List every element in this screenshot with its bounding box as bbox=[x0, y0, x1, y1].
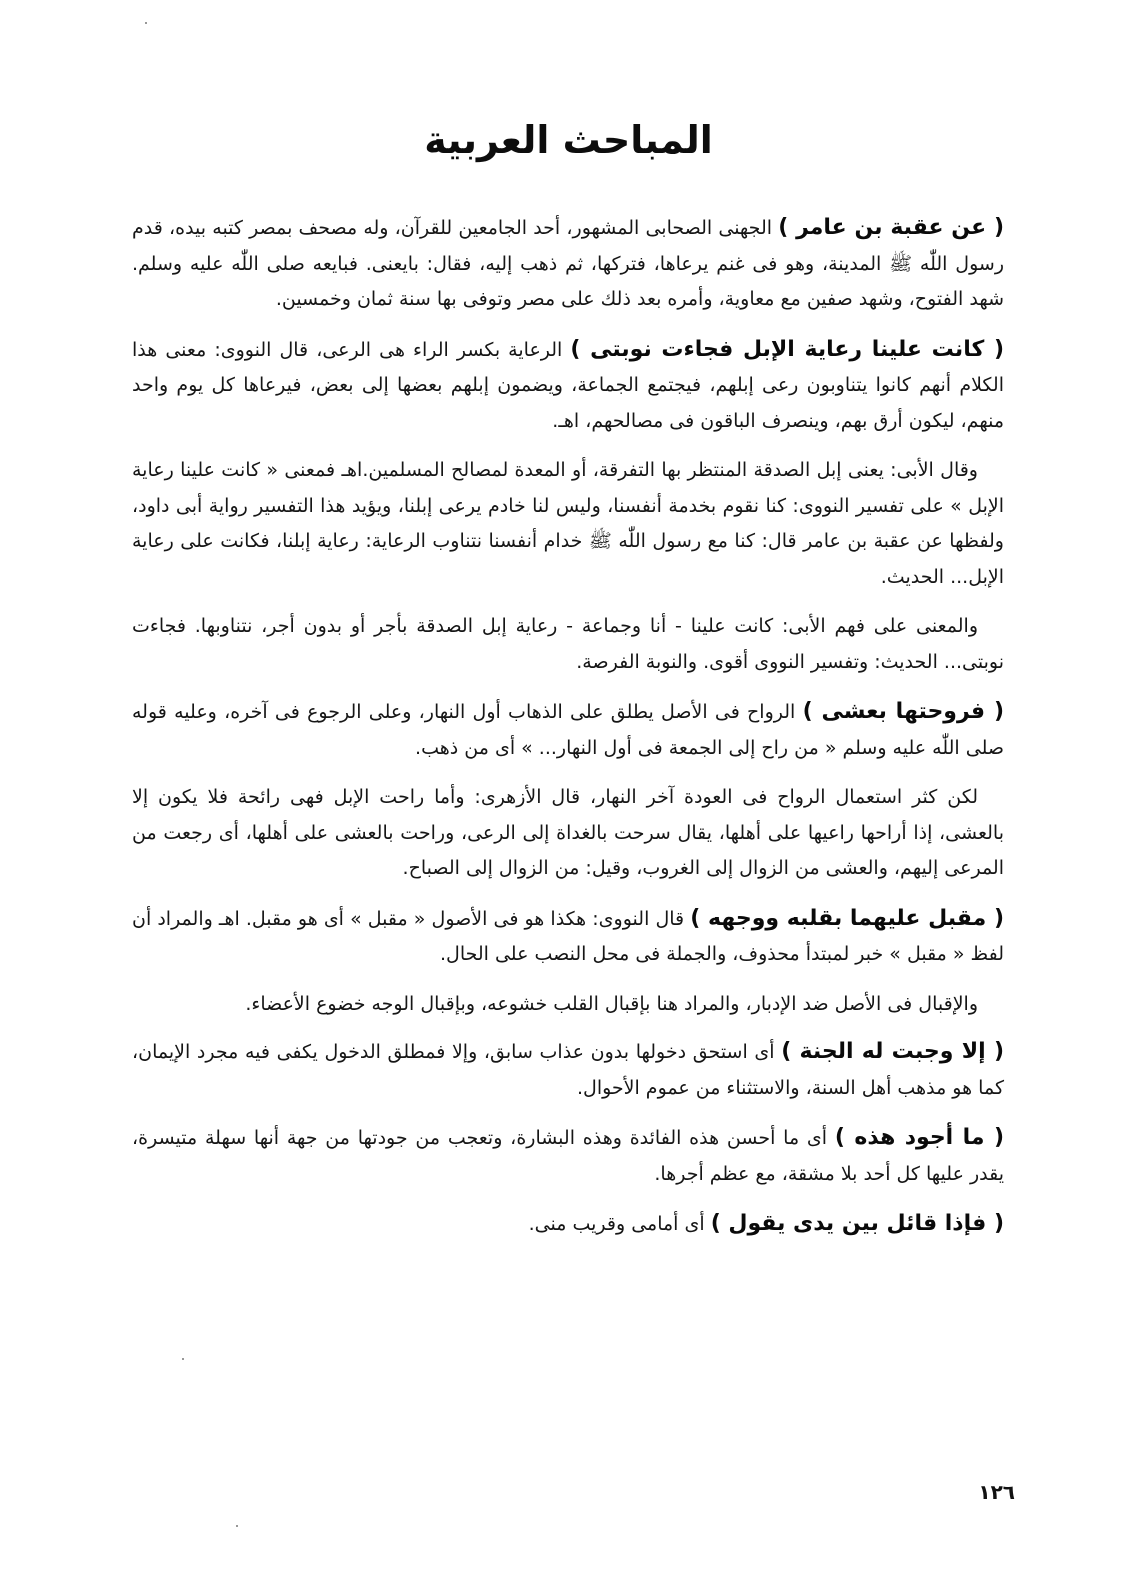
paragraph-rawah-usage bbox=[132, 780, 1004, 887]
lemma-text: ما أجود هذه bbox=[854, 1125, 985, 1150]
lemma-text: كانت علينا رعاية الإبل فجاءت نوبتى bbox=[590, 336, 985, 362]
lemma-heading: ( فإذا قائل بين يدى يقول ) bbox=[710, 1211, 1004, 1236]
lemma-text: فروحتها بعشى bbox=[821, 699, 986, 724]
paragraph-meaning-al-ubbi bbox=[132, 609, 1004, 680]
scan-speck bbox=[182, 1358, 184, 1360]
page-title: المباحث العربية bbox=[424, 118, 713, 162]
paragraph-text: والإقبال فى الأصل ضد الإدبار، والمراد هنا بإقبال القلب خشوعه، وبإقبال الوجه خضوع الأعضاء. bbox=[245, 992, 978, 1015]
paragraph-text: وقال الأبى: يعنى إبل الصدقة المنتظر بها التفرقة، أو المعدة لمصالح المسلمين.اهـ فمعنى « كانت علينا رعاية الإبل » على تفسير النووى: كنا نقوم بخدمة أنفسنا، وليس لنا خادم يرعى إبلنا، ويؤيد هذا التفسير رواية أبى داود، ولفظها عن عقبة بن عامر قال: كنا مع رسول اللّٰه ﷺ خدام أنفسنا نتناوب الرعاية: رعاية إبلنا، فكانت على رعاية الإبل... الحديث. bbox=[132, 459, 1004, 588]
lemma-heading: ( فروحتها بعشى ) bbox=[802, 699, 1004, 724]
page-number: ١٢٦ bbox=[978, 1480, 1015, 1504]
lemma-heading: ( ما أجود هذه ) bbox=[834, 1125, 1005, 1150]
paragraph-text: لكن كثر استعمال الرواح فى العودة آخر النهار، قال الأزهرى: وأما راحت الإبل فهى رائحة فلا يكون إلا بالعشى، إذا أراحها راعيها على أهلها، يقال سرحت بالغداة إلى الرعى، وراحت بالعشى على أهلها، أى رجعت من المرعى إليهم، والعشى من الزوال إلى الغروب، وقيل: من الزوال إلى الصباح. bbox=[132, 786, 1004, 879]
paragraph-text: أى أمامى وقريب منى. bbox=[528, 1213, 705, 1235]
lemma-text: فإذا قائل بين يدى يقول bbox=[728, 1211, 987, 1236]
paragraph-jannah bbox=[132, 1034, 1004, 1106]
lemma-text: عن عقبة بن عامر bbox=[796, 215, 987, 240]
paragraph-text: قال النووى: هكذا هو فى الأصول « مقبل » أى هو مقبل. اهـ والمراد أن لفظ « مقبل » خبر لمبتدأ محذوف، والجملة فى محل النصب على الحال. bbox=[132, 907, 1004, 965]
paragraph-text: أى ما أحسن هذه الفائدة وهذه البشارة، وتعجب من جودتها من جهة أنها سهلة متيسرة، يقدر عليها كل أحد بلا مشقة، مع عظم أجرها. bbox=[132, 1127, 1004, 1185]
lemma-heading: ( كانت علينا رعاية الإبل فجاءت نوبتى ) bbox=[570, 336, 1004, 362]
paragraph-text: الرواح فى الأصل يطلق على الذهاب أول النهار، وعلى الرجوع فى آخره، وعليه قوله صلى اللّٰه عليه وسلم « من راح إلى الجمعة فى أول النهار... » أى من ذهب. bbox=[132, 701, 1004, 759]
paragraph-camel-herding bbox=[132, 332, 1004, 440]
paragraph-text: الرعاية بكسر الراء هى الرعى، قال النووى: معنى هذا الكلام أنهم كانوا يتناوبون رعى إبلهم، فيجتمع الجماعة، ويضمون إبلهم بعضها إلى بعض، فيرعاها كل يوم واحد منهم، ليكون أرق بهم، وينصرف الباقون فى مصالحهم، اهـ. bbox=[132, 338, 1004, 432]
paragraph-rawah bbox=[132, 694, 1004, 766]
paragraph-text: والمعنى على فهم الأبى: كانت علينا - أنا وجماعة - رعاية إبل الصدقة بأجر أو بدون أجر، نتناوبها. فجاءت نوبتى... الحديث: وتفسير النووى أقوى. والنوبة الفرصة. bbox=[132, 615, 1004, 673]
paragraph-ma-ajwad bbox=[132, 1120, 1004, 1192]
paragraph-qaail bbox=[132, 1206, 1004, 1243]
paragraph-iqbal bbox=[132, 987, 1004, 1023]
lemma-heading: ( إلا وجبت له الجنة ) bbox=[781, 1039, 1004, 1064]
lemma-text: إلا وجبت له الجنة bbox=[799, 1039, 986, 1064]
scan-speck bbox=[145, 22, 147, 24]
lemma-text: مقبل عليهما بقلبه ووجهه bbox=[708, 905, 987, 931]
paragraph-text: الجهنى الصحابى المشهور، أحد الجامعين للقرآن، وله مصحف بمصر كتبه بيده، قدم رسول اللّٰه ﷺ المدينة، وهو فى غنم يرعاها، فتركها، ثم ذهب إليه، فقال: بايعنى. فبايعه صلى اللّٰه عليه وسلم. شهد الفتوح، وشهد صفين مع معاوية، وأمره بعد ذلك على مصر وتوفى بها سنة ثمان وخمسين. bbox=[132, 217, 1004, 310]
lemma-heading: ( مقبل عليهما بقلبه ووجهه ) bbox=[690, 905, 1005, 931]
paragraph-uqba-bin-amir bbox=[132, 210, 1004, 318]
paragraph-text: أى استحق دخولها بدون عذاب سابق، وإلا فمطلق الدخول يكفى فيه مجرد الإيمان، كما هو مذهب أهل السنة، والاستثناء من عموم الأحوال. bbox=[132, 1041, 1004, 1099]
commentary-body bbox=[132, 210, 1004, 1257]
paragraph-muqbil bbox=[132, 901, 1004, 973]
lemma-heading: ( عن عقبة بن عامر ) bbox=[778, 215, 1004, 240]
paragraph-al-ubbi-explanation bbox=[132, 453, 1004, 595]
scan-speck bbox=[236, 1525, 238, 1527]
